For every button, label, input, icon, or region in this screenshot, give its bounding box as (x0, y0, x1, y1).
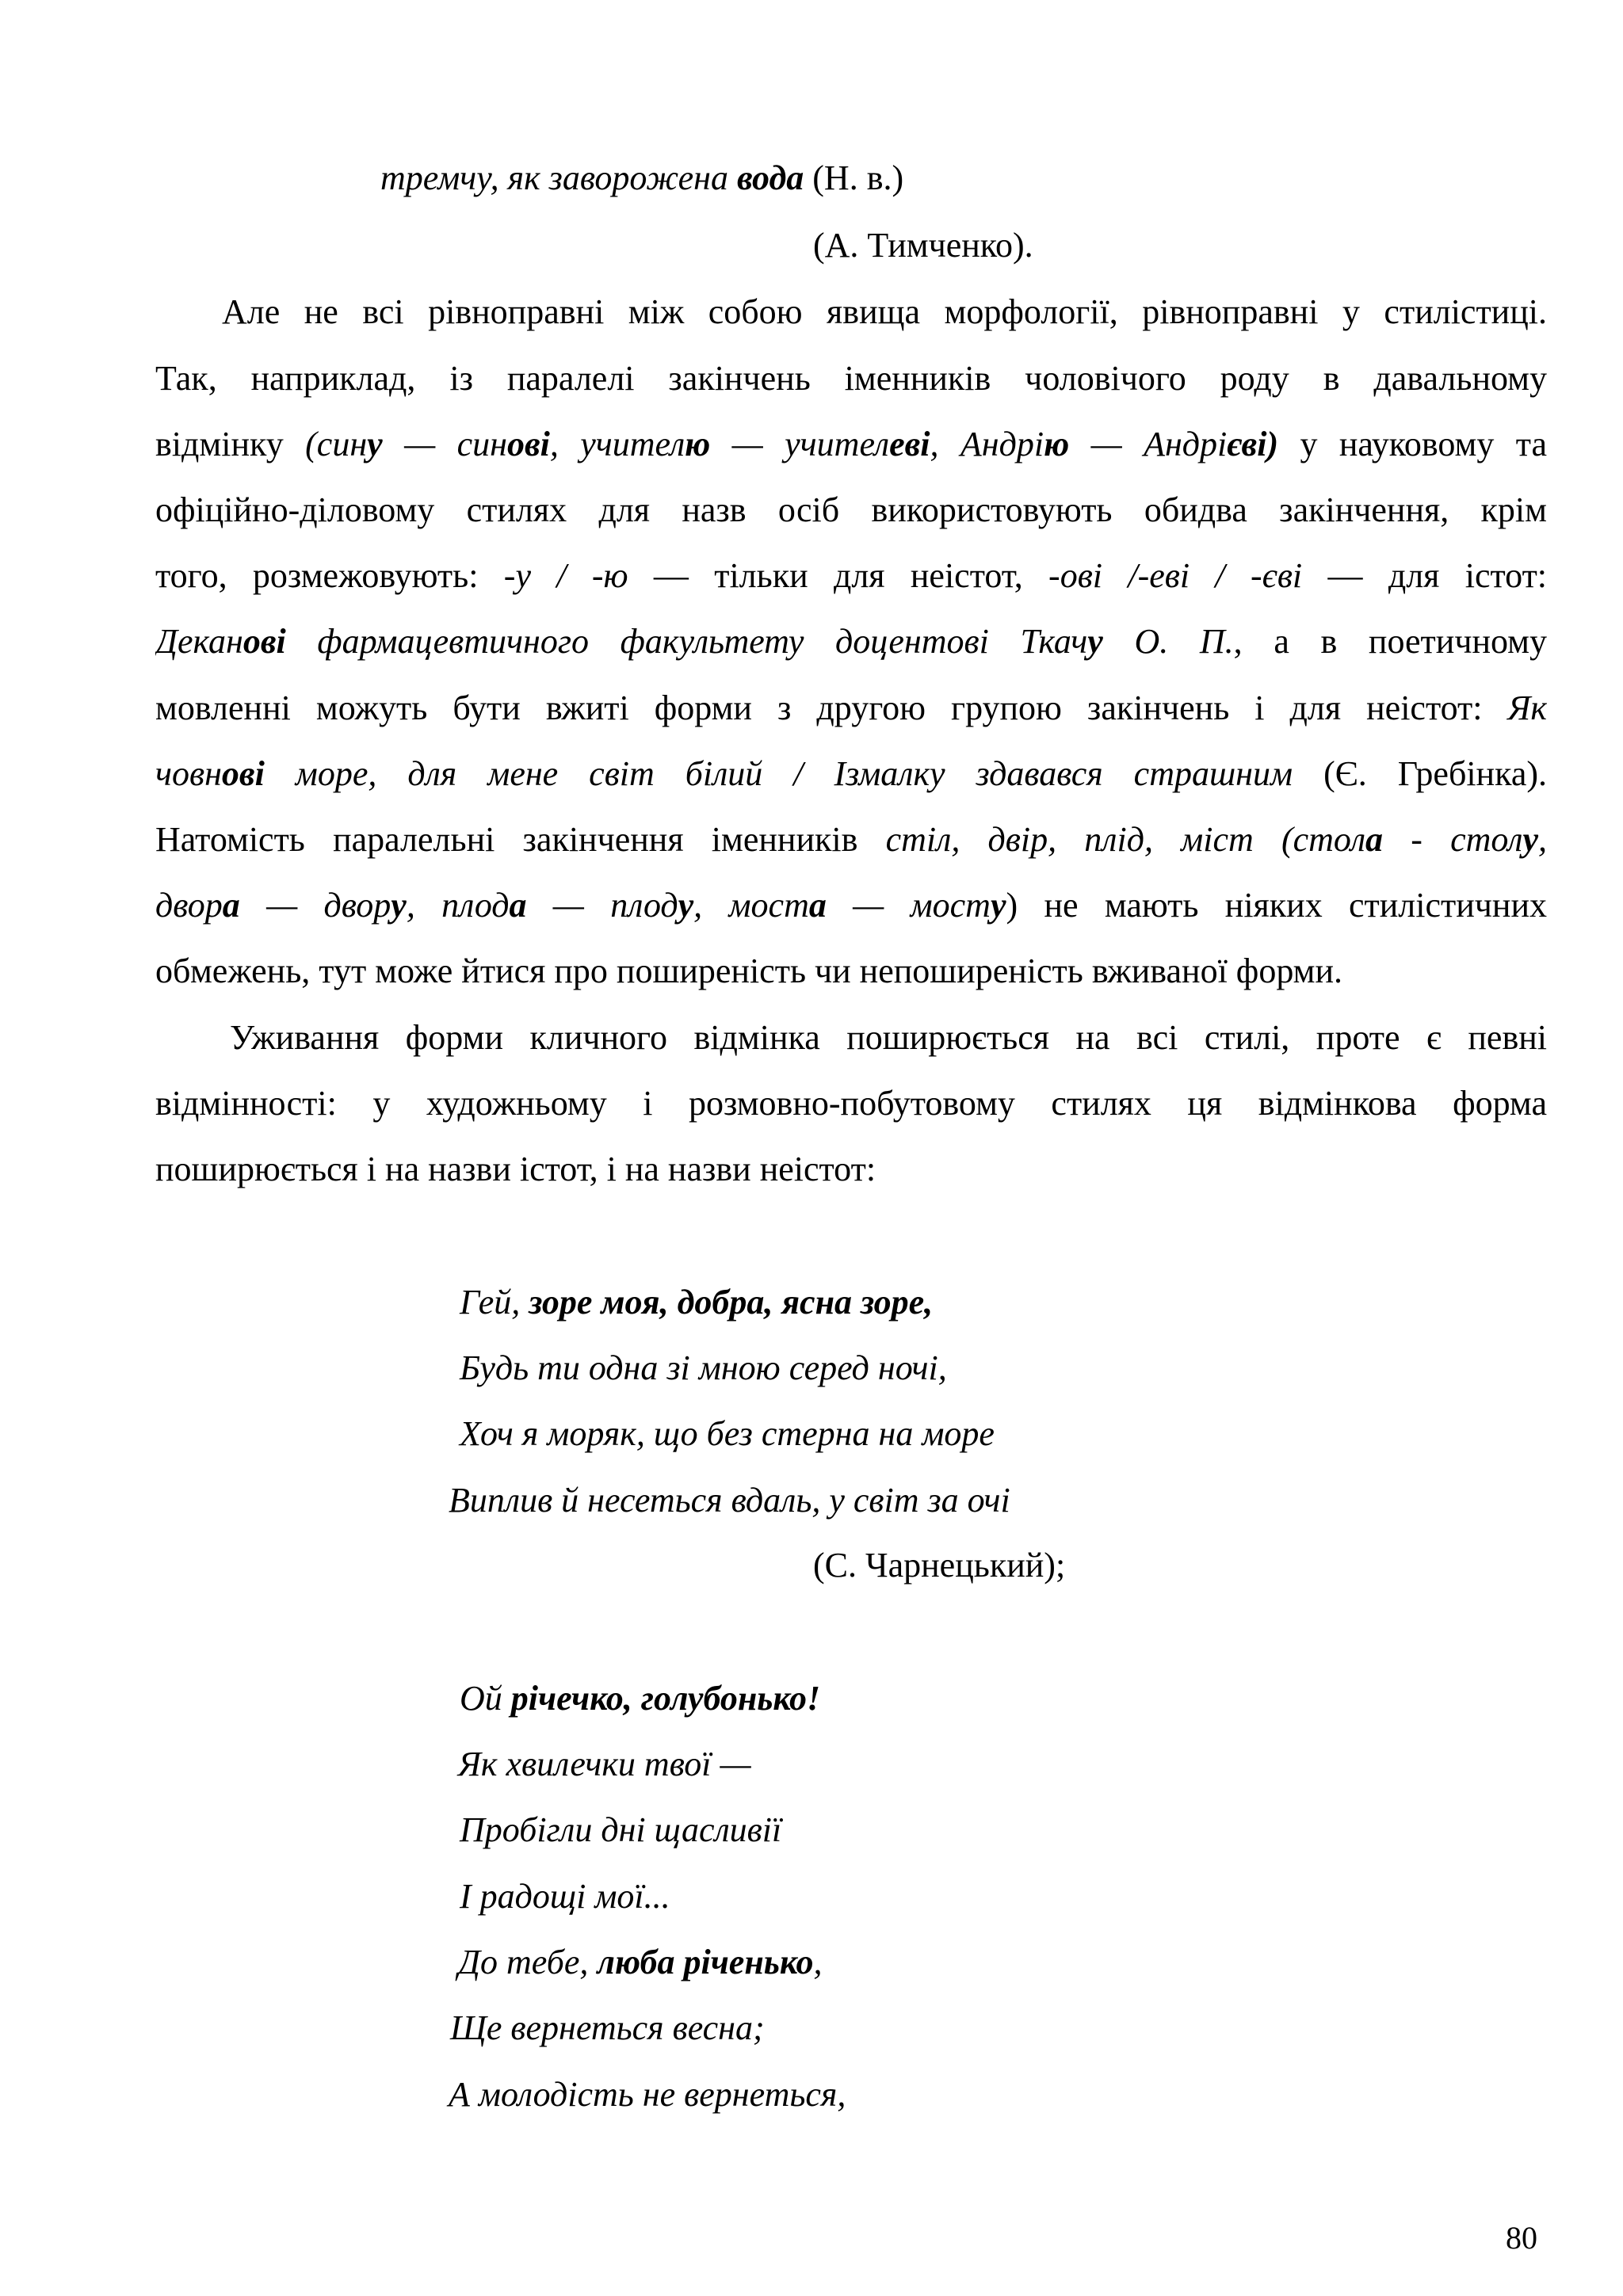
poem1-attribution: (С. Чарнецький); (813, 1546, 1066, 1585)
para1-line-6: Деканові фармацевтичного факультету доцентові Ткачу О. П., а в поетичному (155, 622, 1547, 661)
intro-verse-source: (Н. в.) (804, 158, 904, 197)
para1-line-7: мовленні можуть бути вжиті форми з другою групою закінчень і для неістот: Як (155, 688, 1547, 727)
para1-line-4: офіційно-діловому стилях для назв осіб використовують обидва закінчення, крім (155, 490, 1547, 529)
poem2-line-2: Як хвилечки твої — (458, 1745, 751, 1783)
poem2-line-3: Пробігли дні щасливії (460, 1810, 782, 1849)
para1-line-8: човнові море, для мене світ білий / Ізмалку здавався страшним (Є. Гребінка). (155, 754, 1547, 793)
para1-line-11: обмежень, тут може йтися про поширеність чи непоширеність вживаної форми. (155, 952, 1343, 990)
poem2-line-6: Ще вернеться весна; (450, 2008, 765, 2047)
intro-verse-line (380, 154, 903, 202)
poem2-line-1: Ой річечко, голубонько! (460, 1679, 821, 1718)
intro-attribution: (А. Тимченко). (813, 226, 1033, 265)
para1-line-1: Але не всі рівноправні між собою явища морфології, рівноправні у стилістиці. (222, 292, 1547, 331)
poem1-line-2: Будь ти одна зі мною серед ночі, (460, 1348, 947, 1387)
para1-line-3: відмінку (сину — синові, учителю — учителеві, Андрію — Андрієві) у науковому та (155, 425, 1547, 463)
para1-line-2: Так, наприклад, із паралелі закінчень іменників чоловічого роду в давальному (155, 359, 1547, 398)
para2-line-2: відмінності: у художньому і розмовно-побутовому стилях ця відмінкова форма (155, 1084, 1547, 1123)
para2-line-3: поширюється і на назви істот, і на назви неістот: (155, 1150, 876, 1188)
poem2-line-5: До тебе, люба річенько, (458, 1943, 823, 1981)
poem1-line-1: Гей, зоре моя, добра, ясна зоре, (460, 1283, 934, 1322)
poem1-line-4: Виплив й несеться вдаль, у світ за очі (449, 1481, 1010, 1520)
poem2-line-4: І радощі мої... (460, 1877, 670, 1916)
intro-verse-text: тремчу, як заворожена (380, 158, 737, 197)
para1-line-9: Натомість паралельні закінчення іменників стіл, двір, плід, міст (стола - столу, (155, 820, 1547, 859)
para2-line-1: Уживання форми кличного відмінка поширюється на всі стилі, проте є певні (230, 1018, 1547, 1057)
para1-line-10: двора — двору, плода — плоду, моста — мосту) не мають ніяких стилістичних (155, 886, 1547, 925)
intro-verse-bold: вода (736, 158, 804, 197)
poem1-line-3: Хоч я моряк, що без стерна на море (460, 1414, 995, 1453)
para1-line-5: того, розмежовують: -у / -ю — тільки для неістот, -ові /-еві / -єві — для істот: (155, 556, 1547, 595)
poem2-line-7: А молодість не вернеться, (449, 2075, 846, 2114)
page-number: 80 (1506, 2220, 1537, 2256)
